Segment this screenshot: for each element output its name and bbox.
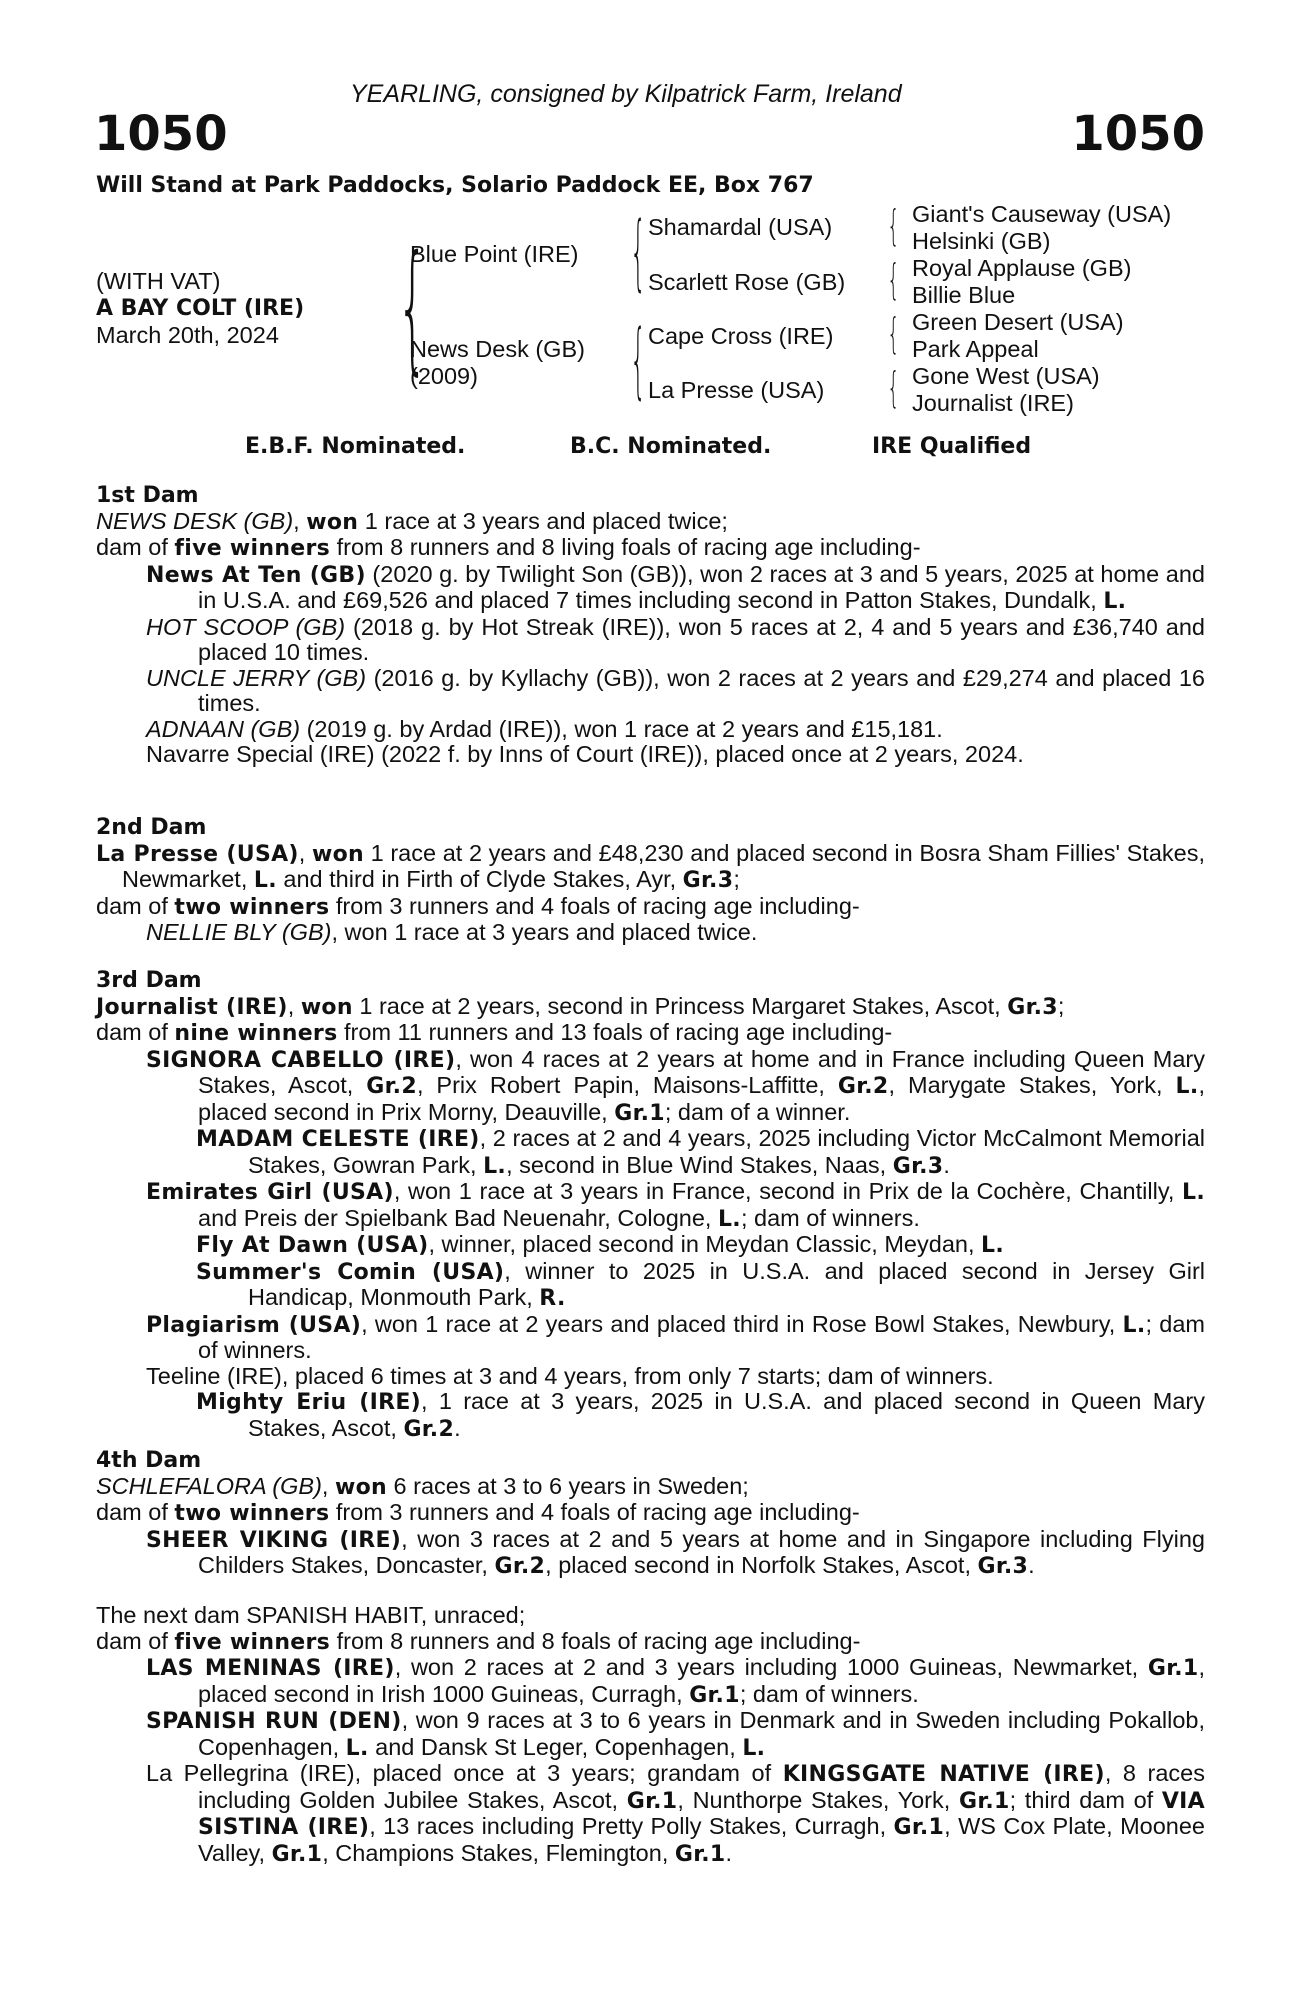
restricted-mark: R.	[539, 1286, 566, 1311]
brace-main: {	[396, 226, 429, 389]
winners-count: nine winners	[174, 1021, 338, 1046]
listed-mark: L.	[345, 1735, 369, 1761]
produce-text: , winner, placed second in Meydan Classic, Meydan,	[428, 1231, 982, 1257]
lot-number-left: 1050	[94, 106, 228, 162]
produce-entry	[96, 666, 1205, 717]
produce-name: HOT SCOOP (GB)	[146, 613, 346, 640]
produce-text: .	[454, 1414, 461, 1441]
group-mark: Gr.3	[1007, 994, 1058, 1020]
produce-text: (2019 g. by Ardad (IRE)), won 1 race at 2 years and £15,181.	[300, 715, 943, 742]
produce-text: .	[943, 1151, 950, 1178]
won-label: won	[311, 841, 364, 867]
produce-text: and Preis der Spielbank Bad Neuenahr, Cologne,	[198, 1204, 718, 1231]
group-mark: Gr.1	[1147, 1656, 1199, 1681]
group-mark: Gr.1	[689, 1682, 740, 1708]
won-label: won	[334, 1474, 387, 1500]
produce-entry	[96, 1259, 1205, 1312]
produce-text: , 1 race at 3 years, 2025 in U.S.A. and placed second in Queen Mary Stakes, Ascot,	[248, 1388, 1205, 1441]
produce-text: , won 1 race at 3 years in France, second in Prix de la Cochère, Chantilly,	[393, 1178, 1183, 1204]
produce-entry	[96, 1655, 1205, 1708]
winners-count: two winners	[174, 894, 330, 920]
dam-of-suffix: from 3 runners and 4 foals of racing age including-	[329, 1499, 860, 1525]
dam-record: NEWS DESK (GB), won 1 race at 3 years and placed twice;	[96, 507, 728, 535]
produce-text: , second in Blue Wind Stakes, Naas,	[506, 1151, 893, 1178]
horse-dob: March 20th, 2024	[96, 322, 279, 348]
produce-entry	[96, 1708, 1205, 1761]
produce-name: Emirates Girl (USA)	[146, 1180, 394, 1205]
second-dam-section	[96, 815, 1205, 946]
pedigree-sire: Blue Point (IRE)	[410, 241, 579, 267]
produce-text: , won 9 races at 3 to 6 years in Denmark and in Sweden including Pokallob, Copenhagen,	[198, 1707, 1206, 1760]
group-mark: Gr.1	[674, 1841, 726, 1867]
pedigree-dds: Gone West (USA)	[912, 363, 1100, 389]
produce-text: , won 2 races at 2 and 3 years including 1000 Guineas, Newmarket,	[394, 1654, 1148, 1680]
dam-record-text: 6 races at 3 to 6 years in Sweden;	[386, 1472, 749, 1499]
produce-text: , 2 races at 2 and 4 years, 2025 including Victor McCalmont Memorial Stakes, Gowran Park,	[248, 1125, 1206, 1178]
group-mark: Gr.3	[892, 1153, 944, 1179]
pedigree-sds: Royal Applause (GB)	[912, 255, 1132, 281]
won-label: won	[306, 509, 359, 535]
produce-text: , 13 races including Pretty Polly Stakes, Curragh,	[369, 1813, 894, 1839]
dam-record-text: and third in Firth of Clyde Stakes, Ayr,	[276, 866, 683, 892]
brace-sd: {	[887, 255, 900, 304]
produce-text: ; dam of winners.	[198, 1310, 1205, 1363]
pedigree-dam-sire: Cape Cross (IRE)	[648, 323, 834, 349]
dam-record-text: 1 race at 3 years and placed twice;	[358, 507, 728, 534]
listed-mark: L.	[717, 1206, 741, 1232]
produce-entry	[96, 1232, 1205, 1259]
produce-name: ADNAAN (GB)	[146, 715, 301, 742]
dam-of-prefix: dam of	[96, 534, 175, 560]
group-mark: Gr.2	[837, 1074, 889, 1099]
group-mark: Gr.1	[271, 1841, 323, 1867]
dam-record-text: ;	[733, 866, 740, 892]
dam-of-prefix: dam of	[96, 1019, 175, 1045]
brace-dam: {	[630, 313, 646, 408]
produce-text: , placed second in Irish 1000 Guineas, Curragh,	[198, 1654, 1206, 1707]
produce-text: , winner to 2025 in U.S.A. and placed second in Jersey Girl Handicap, Monmouth Park,	[248, 1257, 1205, 1310]
pedigree-ssd: Helsinki (GB)	[912, 228, 1051, 254]
produce-name: Plagiarism (USA)	[146, 1312, 362, 1338]
listed-mark: L.	[1175, 1074, 1199, 1099]
winners-count: five winners	[174, 536, 331, 561]
dam-name: SCHLEFALORA (GB)	[96, 1472, 322, 1499]
winners-count: two winners	[174, 1501, 330, 1526]
vat-note: (WITH VAT)	[96, 268, 221, 294]
dam-of-prefix: dam of	[96, 1499, 175, 1525]
listed-mark: L.	[981, 1233, 1005, 1258]
brace-ss: {	[887, 201, 900, 250]
section-heading: 2nd Dam	[96, 815, 207, 840]
dam-record-text: 1 race at 2 years and £48,230 and placed second in Bosra Sham Fillies' Stakes, Newmarket,	[122, 839, 1205, 892]
pedigree-dam: News Desk (GB)	[410, 336, 585, 362]
produce-text: , Nunthorpe Stakes, York,	[677, 1786, 959, 1813]
produce-entry	[96, 1179, 1205, 1232]
produce-text: ; dam of winners.	[740, 1204, 920, 1231]
produce-name: Summer's Comin (USA)	[196, 1259, 505, 1285]
dam-record: La Presse (USA), won 1 race at 2 years and £48,230 and placed second in Bosra Sham Fillies' Stakes, Newmarket, L. and third in Firth of Clyde Stakes, Ayr, Gr.3;	[96, 839, 1205, 893]
produce-entry	[96, 1047, 1205, 1127]
lot-number-right: 1050	[1071, 106, 1205, 162]
produce-name: VIA SISTINA (IRE)	[198, 1788, 1205, 1840]
group-mark: Gr.1	[614, 1100, 665, 1126]
produce-name: SIGNORA CABELLO (IRE)	[146, 1047, 456, 1073]
bc-nominated: B.C. Nominated.	[570, 434, 772, 459]
group-mark: Gr.3	[682, 868, 734, 893]
listed-mark: L.	[253, 868, 277, 893]
dam-name: NEWS DESK (GB)	[96, 507, 294, 534]
fourth-dam-section	[96, 1448, 1205, 1580]
produce-entry	[96, 1389, 1205, 1442]
produce-text: (2016 g. by Kyllachy (GB)), won 2 races at 2 years and £29,274 and placed 16 times.	[198, 664, 1205, 716]
produce-entry	[96, 1126, 1205, 1179]
pedigree-dss: Green Desert (USA)	[912, 309, 1124, 335]
produce-name: KINGSGATE NATIVE (IRE)	[782, 1762, 1105, 1787]
next-dam-section	[96, 1603, 1205, 1867]
dam-name: La Presse (USA)	[96, 841, 299, 867]
section-heading: 3rd Dam	[96, 968, 202, 993]
dam-of-prefix: dam of	[96, 892, 175, 919]
dam-record: Journalist (IRE), won 1 race at 2 years, second in Princess Margaret Stakes, Ascot, Gr.3;	[96, 992, 1065, 1020]
pedigree-sire-sire: Shamardal (USA)	[648, 214, 833, 240]
group-mark: Gr.2	[403, 1416, 455, 1442]
produce-name: SPANISH RUN (DEN)	[146, 1709, 402, 1734]
produce-entry	[96, 717, 1205, 743]
produce-text: , placed second in Norfolk Stakes, Ascot,	[545, 1552, 978, 1578]
dam-record: SCHLEFALORA (GB), won 6 races at 3 to 6 years in Sweden;	[96, 1472, 749, 1500]
dam-of-suffix: from 8 runners and 8 living foals of racing age including-	[330, 534, 921, 560]
section-heading: 1st Dam	[96, 483, 199, 508]
consignment-subtitle: YEARLING, consigned by Kilpatrick Farm, Ireland	[350, 80, 902, 108]
produce-name: UNCLE JERRY (GB)	[146, 664, 367, 691]
produce-text: , WS Cox Plate, Moonee Valley,	[198, 1813, 1205, 1866]
group-mark: Gr.1	[958, 1788, 1010, 1814]
brace-ds: {	[887, 309, 900, 358]
produce-text: La Pellegrina (IRE), placed once at 3 years; grandam of	[146, 1760, 783, 1786]
dam-of-prefix: dam of	[96, 1627, 175, 1654]
produce-name: LAS MENINAS (IRE)	[146, 1656, 395, 1681]
produce-entry	[96, 1364, 1205, 1390]
produce-text: ; dam of winners.	[739, 1680, 919, 1707]
produce-text: ; third dam of	[1009, 1786, 1162, 1813]
produce-text: (2018 g. by Hot Streak (IRE)), won 5 races at 2, 4 and 5 years and £36,740 and placed 10 times.	[198, 613, 1205, 665]
produce-text: , Marygate Stakes, York,	[888, 1072, 1176, 1098]
produce-entry	[96, 920, 1205, 946]
section-heading: 4th Dam	[96, 1448, 202, 1473]
listed-mark: L.	[742, 1735, 766, 1761]
third-dam-section	[96, 968, 1205, 1442]
dam-of-line	[96, 1500, 1205, 1527]
produce-text: Navarre Special (IRE) (2022 f. by Inns of Court (IRE)), placed once at 2 years, 2024.	[146, 741, 1024, 767]
dam-name: Journalist (IRE)	[96, 994, 288, 1020]
produce-entry	[96, 1527, 1205, 1580]
produce-name: Mighty Eriu (IRE)	[196, 1390, 422, 1415]
produce-name: NELLIE BLY (GB)	[146, 919, 332, 945]
produce-entry	[96, 1312, 1205, 1364]
group-mark: Gr.3	[977, 1554, 1029, 1579]
brace-dd: {	[887, 363, 900, 412]
produce-text: , placed second in Prix Morny, Deauville,	[198, 1072, 1206, 1125]
pedigree-dam-dam: La Presse (USA)	[648, 377, 825, 403]
dam-of-line	[96, 1020, 1205, 1047]
dam-of-suffix: from 11 runners and 13 foals of racing age including-	[337, 1019, 893, 1045]
pedigree-dsd: Park Appeal	[912, 336, 1039, 362]
dam-record-text: 1 race at 2 years, second in Princess Margaret Stakes, Ascot,	[352, 992, 1008, 1019]
listed-mark: L.	[483, 1153, 507, 1179]
horse-name: A BAY COLT (IRE)	[96, 296, 305, 321]
pedigree-dam-year: (2009)	[410, 363, 478, 389]
produce-text: , won 1 race at 2 years and placed third in Rose Bowl Stakes, Newbury,	[361, 1310, 1123, 1337]
produce-text: , won 4 races at 2 years at home and in France including Queen Mary Stakes, Ascot,	[198, 1045, 1205, 1098]
group-mark: Gr.2	[494, 1554, 546, 1579]
listed-mark: L.	[1103, 589, 1127, 614]
dam-of-suffix: from 8 runners and 8 foals of racing age including-	[330, 1627, 861, 1654]
produce-entry	[96, 1761, 1205, 1867]
produce-name: MADAM CELESTE (IRE)	[196, 1127, 480, 1152]
ebf-nominated: E.B.F. Nominated.	[245, 434, 466, 459]
pedigree-sss: Giant's Causeway (USA)	[912, 201, 1172, 227]
won-label: won	[300, 994, 353, 1020]
group-mark: Gr.1	[893, 1815, 945, 1840]
group-mark: Gr.1	[626, 1788, 678, 1814]
dam-of-line	[96, 535, 1205, 562]
pedigree-sire-dam: Scarlett Rose (GB)	[648, 269, 846, 295]
ire-qualified: IRE Qualified	[872, 434, 1032, 459]
produce-entry	[96, 562, 1205, 615]
produce-text: , 8 races including Golden Jubilee Stakes, Ascot,	[198, 1760, 1205, 1813]
first-dam-section	[96, 483, 1205, 768]
produce-name: News At Ten (GB)	[146, 562, 366, 588]
winners-count: five winners	[174, 1629, 331, 1655]
produce-name: Fly At Dawn (USA)	[196, 1233, 429, 1258]
produce-text: , Champions Stakes, Flemington,	[322, 1839, 675, 1866]
dam-of-line	[96, 1629, 1205, 1656]
group-mark: Gr.2	[366, 1074, 417, 1099]
produce-entry	[96, 742, 1205, 768]
listed-mark: L.	[1182, 1180, 1205, 1205]
listed-mark: L.	[1122, 1312, 1146, 1338]
pedigree-ddd: Journalist (IRE)	[912, 390, 1074, 416]
stand-location: Will Stand at Park Paddocks, Solario Paddock EE, Box 767	[96, 173, 814, 198]
produce-text: , Prix Robert Papin, Maisons-Laffitte,	[416, 1072, 838, 1098]
produce-text: (2020 g. by Twilight Son (GB)), won 2 races at 3 and 5 years, 2025 at home and in U.S.A. and £69,526 and placed 7 times including second in Patton Stakes, Dundalk,	[198, 560, 1205, 613]
produce-text: and Dansk St Leger, Copenhagen,	[368, 1733, 743, 1760]
dam-record-text: ;	[1057, 992, 1065, 1019]
produce-text: .	[725, 1839, 733, 1866]
produce-text: , won 3 races at 2 and 5 years at home and in Singapore including Flying Childers Stakes, Doncaster,	[198, 1525, 1205, 1578]
brace-sire: {	[630, 205, 646, 300]
dam-of-line	[96, 894, 1205, 921]
produce-name: SHEER VIKING (IRE)	[146, 1527, 402, 1553]
next-dam-intro: The next dam SPANISH HABIT, unraced;	[96, 1602, 526, 1628]
produce-text: Teeline (IRE), placed 6 times at 3 and 4 years, from only 7 starts; dam of winners.	[146, 1362, 994, 1389]
produce-entry	[96, 615, 1205, 666]
dam-of-suffix: from 3 runners and 4 foals of racing age including-	[329, 892, 860, 919]
produce-text: .	[1028, 1552, 1035, 1578]
pedigree-sdd: Billie Blue	[912, 282, 1016, 308]
produce-text: , won 1 race at 3 years and placed twice.	[331, 919, 758, 945]
produce-text: ; dam of a winner.	[664, 1098, 851, 1125]
